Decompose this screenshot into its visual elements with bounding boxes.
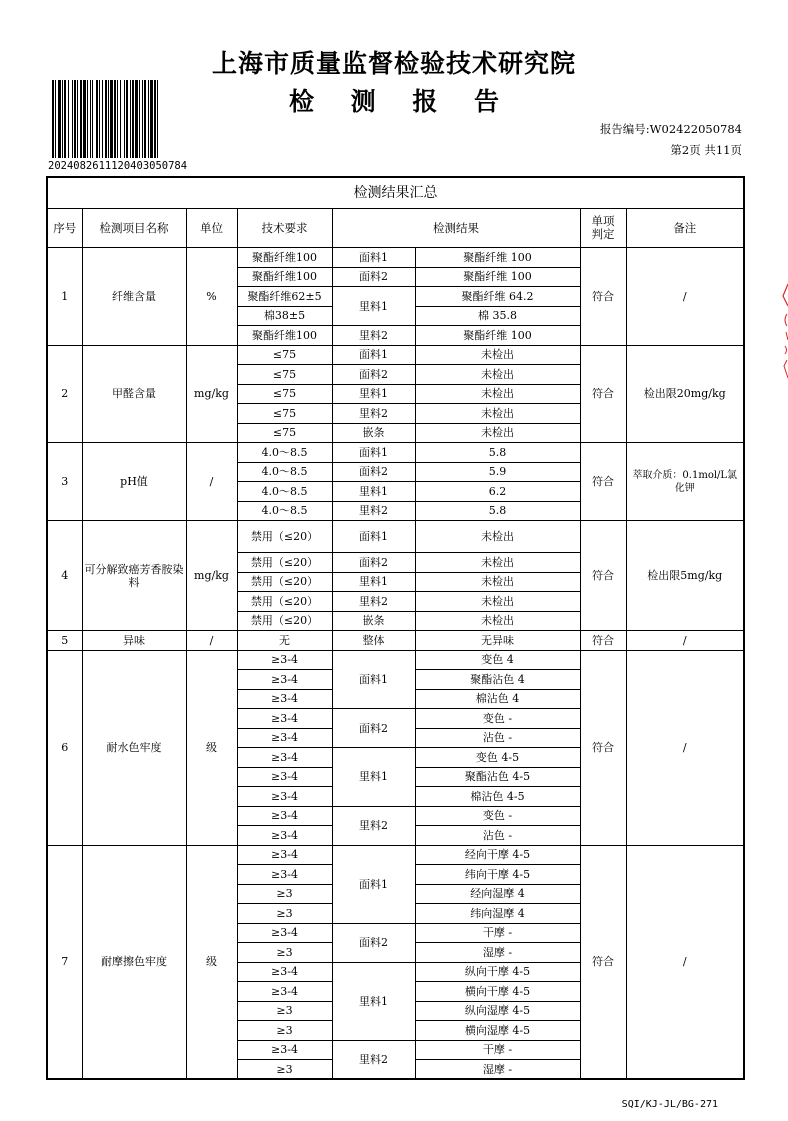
result-cell: 聚酯纤维 100 — [415, 248, 580, 268]
result-cell: 纬向干摩 4-5 — [415, 865, 580, 885]
header-requirement: 技术要求 — [237, 209, 332, 248]
table-row — [47, 521, 744, 553]
requirement-cell: ≤75 — [237, 384, 332, 404]
sample-part-cell: 面料1 — [332, 845, 415, 923]
requirement-cell: ≥3 — [237, 904, 332, 924]
requirement-cell: ≥3 — [237, 1001, 332, 1021]
result-cell: 无异味 — [415, 631, 580, 651]
sample-part-cell: 面料1 — [332, 248, 415, 268]
result-cell: 未检出 — [415, 592, 580, 612]
result-cell: 变色 4 — [415, 650, 580, 670]
result-cell: 聚酯纤维 100 — [415, 326, 580, 346]
item-unit: / — [186, 631, 237, 651]
item-remark: 检出限5mg/kg — [626, 521, 744, 631]
result-cell: 聚酯纤维 100 — [415, 267, 580, 287]
item-verdict: 符合 — [580, 443, 626, 521]
sample-part-cell: 里料2 — [332, 592, 415, 612]
requirement-cell: 禁用（≤20） — [237, 553, 332, 573]
sample-part-cell: 面料2 — [332, 462, 415, 482]
sample-part-cell: 里料2 — [332, 806, 415, 845]
table-header-row — [47, 209, 744, 248]
requirement-cell: ≥3-4 — [237, 1040, 332, 1060]
document-title: 检 测 报 告 — [288, 87, 514, 116]
result-cell: 未检出 — [415, 521, 580, 553]
requirement-cell: ≤75 — [237, 423, 332, 443]
requirement-cell: ≤75 — [237, 345, 332, 365]
table-row — [47, 443, 744, 463]
requirement-cell: 聚酯纤维62±5 — [237, 287, 332, 307]
sample-part-cell: 里料1 — [332, 287, 415, 326]
requirement-cell: 禁用（≤20） — [237, 592, 332, 612]
item-verdict: 符合 — [580, 345, 626, 443]
result-cell: 湿摩 - — [415, 943, 580, 963]
page-info: 第2页 共11页 — [670, 143, 742, 157]
sample-part-cell: 面料2 — [332, 709, 415, 748]
header-no: 序号 — [47, 209, 82, 248]
table-row — [47, 631, 744, 651]
result-cell: 6.2 — [415, 482, 580, 502]
header-item: 检测项目名称 — [82, 209, 186, 248]
result-cell: 经向干摩 4-5 — [415, 845, 580, 865]
report-number: 报告编号:W02422050784 — [599, 122, 742, 136]
result-cell: 聚酯沾色 4 — [415, 670, 580, 690]
item-remark: / — [626, 845, 744, 1079]
requirement-cell: ≥3-4 — [237, 806, 332, 826]
result-cell: 横向干摩 4-5 — [415, 982, 580, 1002]
requirement-cell: 聚酯纤维100 — [237, 326, 332, 346]
requirement-cell: 禁用（≤20） — [237, 611, 332, 631]
sample-part-cell: 嵌条 — [332, 611, 415, 631]
item-verdict: 符合 — [580, 650, 626, 845]
sample-part-cell: 里料2 — [332, 326, 415, 346]
sample-part-cell: 面料1 — [332, 650, 415, 709]
footer-code: SQI/KJ-JL/BG-271 — [621, 1099, 718, 1110]
requirement-cell: ≥3-4 — [237, 650, 332, 670]
sample-part-cell: 里料1 — [332, 572, 415, 592]
header-result: 检测结果 — [332, 209, 580, 248]
barcode-number: 20240826111204030507​84 — [48, 160, 188, 172]
item-number: 1 — [47, 248, 82, 346]
result-cell: 未检出 — [415, 611, 580, 631]
result-cell: 未检出 — [415, 365, 580, 385]
item-name: 耐摩擦色牢度 — [82, 845, 186, 1079]
results-summary-table — [46, 176, 745, 1080]
requirement-cell: ≥3 — [237, 1021, 332, 1041]
requirement-cell: 4.0～8.5 — [237, 482, 332, 502]
result-cell: 变色 - — [415, 709, 580, 729]
result-cell: 棉 35.8 — [415, 306, 580, 326]
requirement-cell: ≥3 — [237, 943, 332, 963]
result-cell: 纬向湿摩 4 — [415, 904, 580, 924]
requirement-cell: ≥3-4 — [237, 767, 332, 787]
result-cell: 沾色 - — [415, 728, 580, 748]
table-row — [47, 650, 744, 670]
result-cell: 聚酯沾色 4-5 — [415, 767, 580, 787]
item-name: 异味 — [82, 631, 186, 651]
result-cell: 干摩 - — [415, 923, 580, 943]
requirement-cell: ≥3-4 — [237, 826, 332, 846]
stamp-edge-icon — [780, 282, 788, 382]
result-cell: 未检出 — [415, 553, 580, 573]
requirement-cell: ≥3 — [237, 884, 332, 904]
requirement-cell: ≥3-4 — [237, 728, 332, 748]
item-name: 纤维含量 — [82, 248, 186, 346]
item-remark: / — [626, 631, 744, 651]
sample-part-cell: 面料1 — [332, 345, 415, 365]
header-unit: 单位 — [186, 209, 237, 248]
result-cell: 未检出 — [415, 384, 580, 404]
sample-part-cell: 里料1 — [332, 384, 415, 404]
item-verdict: 符合 — [580, 631, 626, 651]
requirement-cell: ≥3-4 — [237, 962, 332, 982]
sample-part-cell: 面料1 — [332, 443, 415, 463]
result-cell: 棉沾色 4 — [415, 689, 580, 709]
requirement-cell: ≥3-4 — [237, 982, 332, 1002]
item-number: 2 — [47, 345, 82, 443]
requirement-cell: ≥3-4 — [237, 670, 332, 690]
sample-part-cell: 里料2 — [332, 501, 415, 521]
requirement-cell: ≤75 — [237, 365, 332, 385]
result-cell: 干摩 - — [415, 1040, 580, 1060]
requirement-cell: ≥3-4 — [237, 865, 332, 885]
result-cell: 纵向湿摩 4-5 — [415, 1001, 580, 1021]
requirement-cell: 无 — [237, 631, 332, 651]
header-verdict — [580, 209, 626, 248]
result-cell: 5.9 — [415, 462, 580, 482]
requirement-cell: ≥3-4 — [237, 923, 332, 943]
item-name: pH值 — [82, 443, 186, 521]
sample-part-cell: 里料2 — [332, 1040, 415, 1079]
item-remark: 检出限20mg/kg — [626, 345, 744, 443]
requirement-cell: 聚酯纤维100 — [237, 267, 332, 287]
result-cell: 湿摩 - — [415, 1060, 580, 1080]
result-cell: 未检出 — [415, 423, 580, 443]
item-remark: 萃取介质：0.1mol/L氯化钾 — [626, 443, 744, 521]
result-cell: 未检出 — [415, 572, 580, 592]
item-unit: 级 — [186, 650, 237, 845]
result-cell: 5.8 — [415, 501, 580, 521]
sample-part-cell: 里料2 — [332, 404, 415, 424]
item-name: 耐水色牢度 — [82, 650, 186, 845]
result-cell: 聚酯纤维 64.2 — [415, 287, 580, 307]
item-number: 7 — [47, 845, 82, 1079]
header-verdict-line2: 判定 — [591, 227, 615, 241]
sample-part-cell: 面料1 — [332, 521, 415, 553]
item-verdict: 符合 — [580, 248, 626, 346]
item-number: 6 — [47, 650, 82, 845]
requirement-cell: ≥3-4 — [237, 709, 332, 729]
item-verdict: 符合 — [580, 845, 626, 1079]
item-verdict: 符合 — [580, 521, 626, 631]
table-row — [47, 248, 744, 268]
requirement-cell: ≥3-4 — [237, 845, 332, 865]
result-cell: 纵向干摩 4-5 — [415, 962, 580, 982]
requirement-cell: 4.0～8.5 — [237, 501, 332, 521]
result-cell: 变色 - — [415, 806, 580, 826]
requirement-cell: ≥3 — [237, 1060, 332, 1080]
table-caption: 检测结果汇总 — [47, 177, 744, 209]
item-name: 甲醛含量 — [82, 345, 186, 443]
sample-part-cell: 里料1 — [332, 482, 415, 502]
item-number: 5 — [47, 631, 82, 651]
result-cell: 变色 4-5 — [415, 748, 580, 768]
item-unit: mg/kg — [186, 345, 237, 443]
result-cell: 横向湿摩 4-5 — [415, 1021, 580, 1041]
sample-part-cell: 整体 — [332, 631, 415, 651]
item-unit: % — [186, 248, 237, 346]
item-number: 4 — [47, 521, 82, 631]
sample-part-cell: 面料2 — [332, 553, 415, 573]
item-unit: mg/kg — [186, 521, 237, 631]
table-row — [47, 345, 744, 365]
institute-title: 上海市质量监督检验技术研究院 — [211, 49, 576, 78]
item-unit: / — [186, 443, 237, 521]
item-name: 可分解致癌芳香胺染料 — [82, 521, 186, 631]
requirement-cell: 禁用（≤20） — [237, 572, 332, 592]
item-remark: / — [626, 650, 744, 845]
result-cell: 未检出 — [415, 345, 580, 365]
requirement-cell: 4.0～8.5 — [237, 462, 332, 482]
requirement-cell: 4.0～8.5 — [237, 443, 332, 463]
table-row — [47, 845, 744, 865]
item-unit: 级 — [186, 845, 237, 1079]
requirement-cell: ≥3-4 — [237, 787, 332, 807]
requirement-cell: 禁用（≤20） — [237, 521, 332, 553]
requirement-cell: ≥3-4 — [237, 689, 332, 709]
barcode — [52, 80, 197, 158]
result-cell: 5.8 — [415, 443, 580, 463]
requirement-cell: 聚酯纤维100 — [237, 248, 332, 268]
requirement-cell: ≤75 — [237, 404, 332, 424]
item-number: 3 — [47, 443, 82, 521]
requirement-cell: 棉38±5 — [237, 306, 332, 326]
sample-part-cell: 嵌条 — [332, 423, 415, 443]
result-cell: 经向湿摩 4 — [415, 884, 580, 904]
item-remark: / — [626, 248, 744, 346]
sample-part-cell: 里料1 — [332, 748, 415, 807]
sample-part-cell: 面料2 — [332, 365, 415, 385]
header-remark: 备注 — [626, 209, 744, 248]
result-cell: 未检出 — [415, 404, 580, 424]
sample-part-cell: 面料2 — [332, 923, 415, 962]
header-verdict-line1: 单项 — [591, 214, 615, 228]
sample-part-cell: 里料1 — [332, 962, 415, 1040]
result-cell: 沾色 - — [415, 826, 580, 846]
sample-part-cell: 面料2 — [332, 267, 415, 287]
result-cell: 棉沾色 4-5 — [415, 787, 580, 807]
requirement-cell: ≥3-4 — [237, 748, 332, 768]
